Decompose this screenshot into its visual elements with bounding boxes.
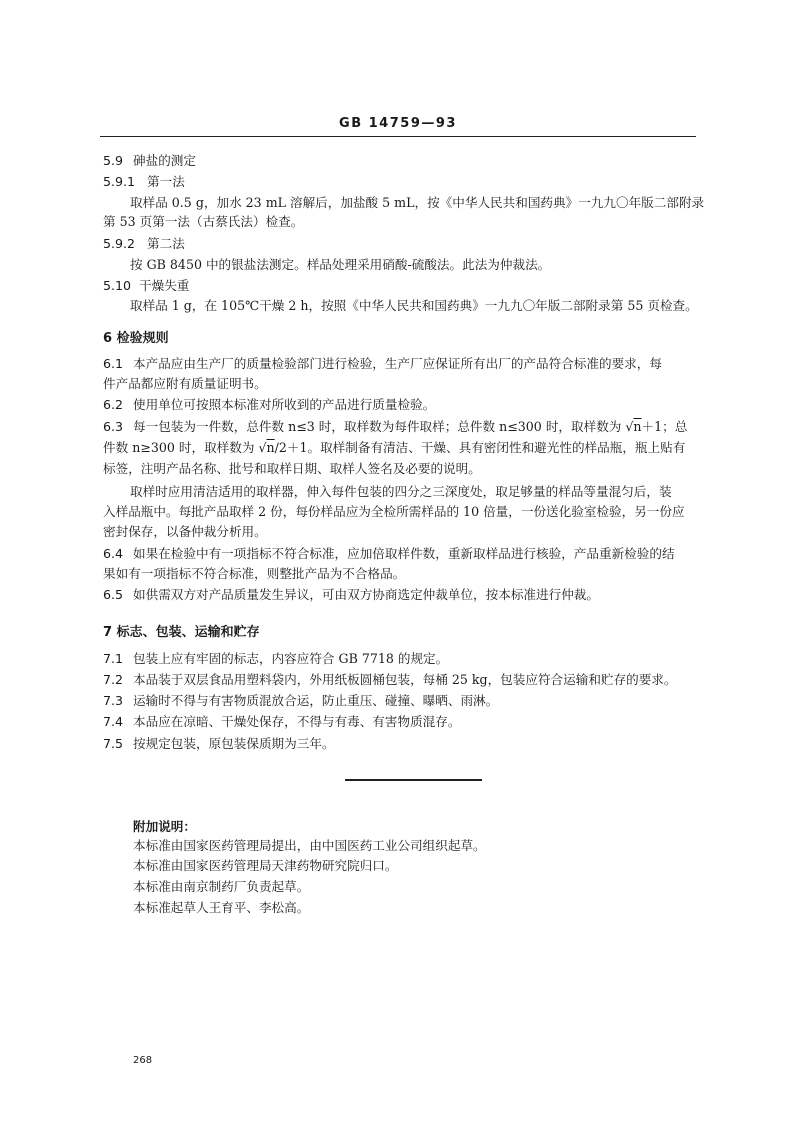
section-7-heading: 7 标志、包装、运输和贮存	[103, 625, 260, 640]
clause-7-2: 7.2 本品装于双层食品用塑料袋内，外用纸板圆桶包装，每桶 25 kg，包装应符合运输和贮存的要求。	[103, 672, 677, 687]
sampling-paragraph-line-1: 取样时应用清洁适用的取样器，伸入每件包装的四分之三深度处，取足够量的样品等量混匀后，装	[130, 484, 672, 499]
clause-6-2: 6.2 使用单位可按照本标准对所收到的产品进行质量检验。	[103, 397, 436, 412]
clause-6-4-line-1: 6.4 如果在检验中有一项指标不符合标准，应加倍取样件数，重新取样品进行核验，产品重新检验的结	[103, 546, 675, 561]
clause-7-4: 7.4 本品应在凉暗、干燥处保存，不得与有毒、有害物质混存。	[103, 714, 461, 729]
page-number: 268	[133, 1055, 153, 1066]
clause-6-3-line-2: 件数 n≥300 时，取样数为 √n/2＋1。取样制备有清洁、干燥、具有密闭性和避光性的样品瓶，瓶上贴有	[103, 440, 686, 455]
note-line-1: 本标准由国家医药管理局提出，由中国医药工业公司组织起草。	[133, 838, 486, 853]
clause-7-3: 7.3 运输时不得与有害物质混放合运，防止重压、碰撞、曝晒、雨淋。	[103, 693, 499, 708]
clause-7-1: 7.1 包装上应有牢固的标志，内容应符合 GB 7718 的规定。	[103, 651, 449, 666]
section-5-10-title: 5.10 干燥失重	[103, 278, 190, 293]
clause-6-3-line-3: 标签，注明产品名称、批号和取样日期、取样人签名及必要的说明。	[103, 461, 481, 476]
section-5-9-2-title: 5.9.2 第二法	[103, 236, 185, 251]
additional-notes-title: 附加说明：	[133, 819, 196, 834]
clause-6-1-line-2: 件产品都应附有质量证明书。	[103, 376, 267, 391]
standard-code-header: GB 14759—93	[339, 116, 457, 131]
end-of-text-rule	[345, 779, 482, 781]
method-1-line-2: 第 53 页第一法（古蔡氏法）检查。	[103, 214, 304, 229]
clause-7-5: 7.5 按规定包装，原包装保质期为三年。	[103, 736, 335, 751]
clause-6-3-line-1: 6.3 每一包装为一件数，总件数 n≤3 时，取样数为每件取样；总件数 n≤300 时，取样数为 √n＋1；总	[103, 419, 688, 434]
note-line-3: 本标准由南京制药厂负责起草。	[133, 879, 310, 894]
section-6-heading: 6 检验规则	[103, 331, 169, 346]
header-rule	[100, 136, 696, 137]
clause-6-5: 6.5 如供需双方对产品质量发生异议，可由双方协商选定仲裁单位，按本标准进行仲裁。	[103, 587, 599, 602]
clause-6-4-line-2: 果如有一项指标不符合标准，则整批产品为不合格品。	[103, 566, 406, 581]
method-1-line-1: 取样品 0.5 g，加水 23 mL 溶解后，加盐酸 5 mL，按《中华人民共和国药典》一九九〇年版二部附录	[130, 195, 705, 210]
note-line-2: 本标准由国家医药管理局天津药物研究院归口。	[133, 858, 398, 873]
clause-6-1-line-1: 6.1 本产品应由生产厂的质量检验部门进行检验，生产厂应保证所有出厂的产品符合标准的要求，每	[103, 356, 662, 371]
note-line-4: 本标准起草人王育平、李松高。	[133, 900, 310, 915]
sampling-paragraph-line-2: 入样品瓶中。每批产品取样 2 份，每份样品应为全检所需样品的 10 倍量，一份送化验室检验，另一份应	[103, 504, 685, 519]
method-2-line-1: 按 GB 8450 中的银盐法测定。样品处理采用硝酸-硫酸法。此法为仲裁法。	[130, 257, 551, 272]
section-5-9-title: 5.9 砷盐的测定	[103, 153, 196, 168]
sampling-paragraph-line-3: 密封保存，以备仲裁分析用。	[103, 524, 267, 539]
section-5-9-1-title: 5.9.1 第一法	[103, 174, 185, 189]
section-5-10-line-1: 取样品 1 g，在 105℃干燥 2 h，按照《中华人民共和国药典》一九九〇年版二部附录第 55 页检查。	[130, 298, 698, 313]
